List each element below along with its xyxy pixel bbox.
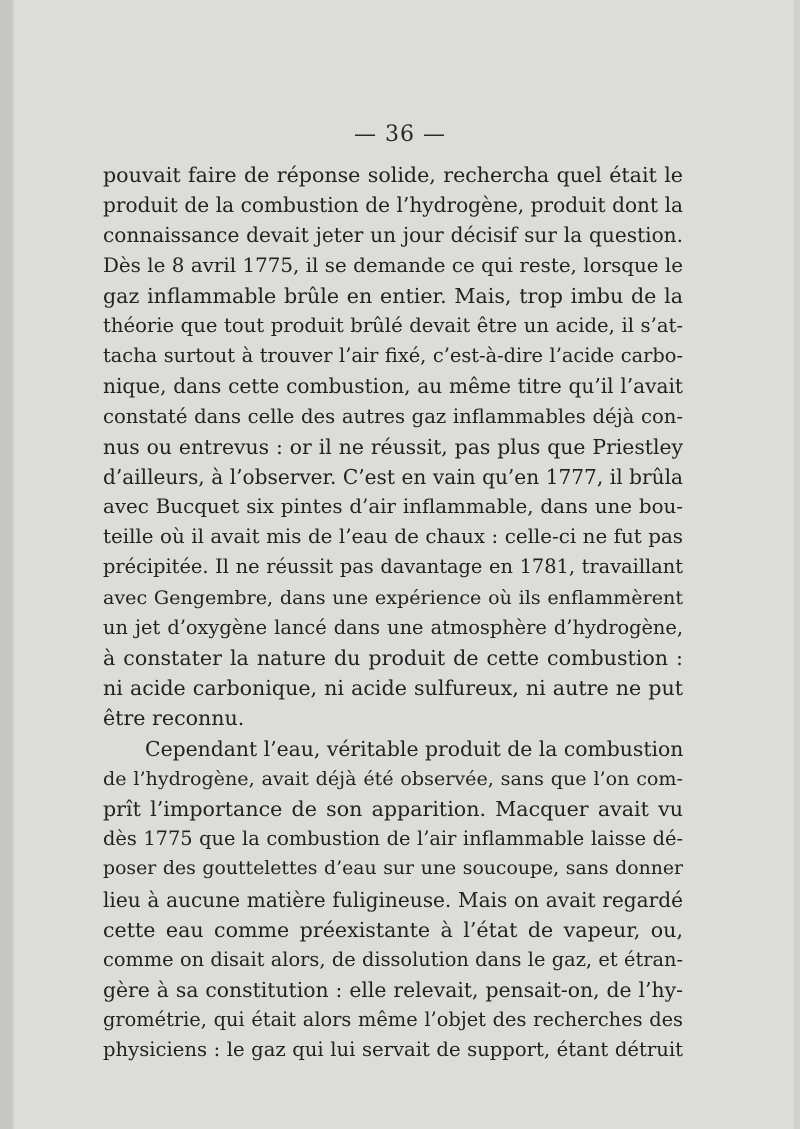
text-line: gère à sa constitution : elle relevait, pensait-on, de l’hy-	[103, 978, 683, 1003]
text-line: d’ailleurs, à l’observer. C’est en vain qu’en 1777, il brûla	[103, 464, 683, 489]
text-line: grométrie, qui était alors même l’objet des recherches des	[103, 1008, 683, 1032]
text-line: Dès le 8 avril 1775, il se demande ce qui reste, lorsque le	[103, 253, 683, 277]
page-gutter	[0, 0, 12, 1129]
text-line: nus ou entrevus : or il ne réussit, pas plus que Priestley	[103, 434, 683, 459]
text-line: physiciens : le gaz qui lui servait de support, étant détruit	[103, 1038, 683, 1062]
text-line: dès 1775 que la combustion de l’air inflammable laisse dé-	[103, 827, 683, 851]
text-line: de l’hydrogène, avait déjà été observée, sans que l’on com-	[103, 766, 683, 790]
text-line: constaté dans celle des autres gaz inflammables déjà con-	[103, 404, 683, 428]
paragraph-end-line: être reconnu.	[103, 706, 245, 731]
text-line: à constater la nature du produit de cette combustion :	[103, 646, 683, 670]
text-line: cette eau comme préexistante à l’état de vapeur, ou,	[103, 917, 683, 942]
paragraph-start-line: Cependant l’eau, véritable produit de la combustion	[145, 736, 684, 761]
text-line: gaz inflammable brûle en entier. Mais, trop imbu de la	[103, 283, 683, 308]
text-line: tacha surtout à trouver l’air fixé, c’est-à-dire l’acide carbo-	[103, 344, 683, 368]
text-line: produit de la combustion de l’hydrogène, produit dont la	[103, 193, 683, 218]
text-line: précipitée. Il ne réussit pas davantage en 1781, travaillant	[103, 555, 683, 579]
text-line: un jet d’oxygène lancé dans une atmosphère d’hydrogène,	[103, 615, 683, 639]
text-line: avec Bucquet six pintes d’air inflammable, dans une bou-	[103, 495, 683, 519]
text-line: teille où il avait mis de l’eau de chaux : celle-ci ne fut pas	[103, 525, 683, 549]
text-line: lieu à aucune matière fuligineuse. Mais on avait regardé	[103, 887, 683, 912]
body-text	[103, 160, 683, 1066]
text-line: ni acide carbonique, ni acide sulfureux, ni autre ne put	[103, 676, 683, 701]
text-line: connaissance devait jeter un jour décisif sur la question.	[103, 223, 683, 248]
text-line: pouvait faire de réponse solide, rechercha quel était le	[103, 163, 683, 187]
page-number: — 36 —	[354, 122, 446, 147]
text-line: poser des gouttelettes d’eau sur une soucoupe, sans donner	[103, 858, 683, 880]
text-line: comme on disait alors, de dissolution dans le gaz, et étran-	[103, 947, 683, 971]
text-line: théorie que tout produit brûlé devait être un acide, il s’at-	[103, 313, 683, 337]
text-line: avec Gengembre, dans une expérience où ils enflammèrent	[103, 585, 683, 609]
text-line: prît l’importance de son apparition. Macquer avait vu	[103, 796, 683, 821]
text-line: nique, dans cette combustion, au même titre qu’il l’avait	[103, 374, 683, 399]
